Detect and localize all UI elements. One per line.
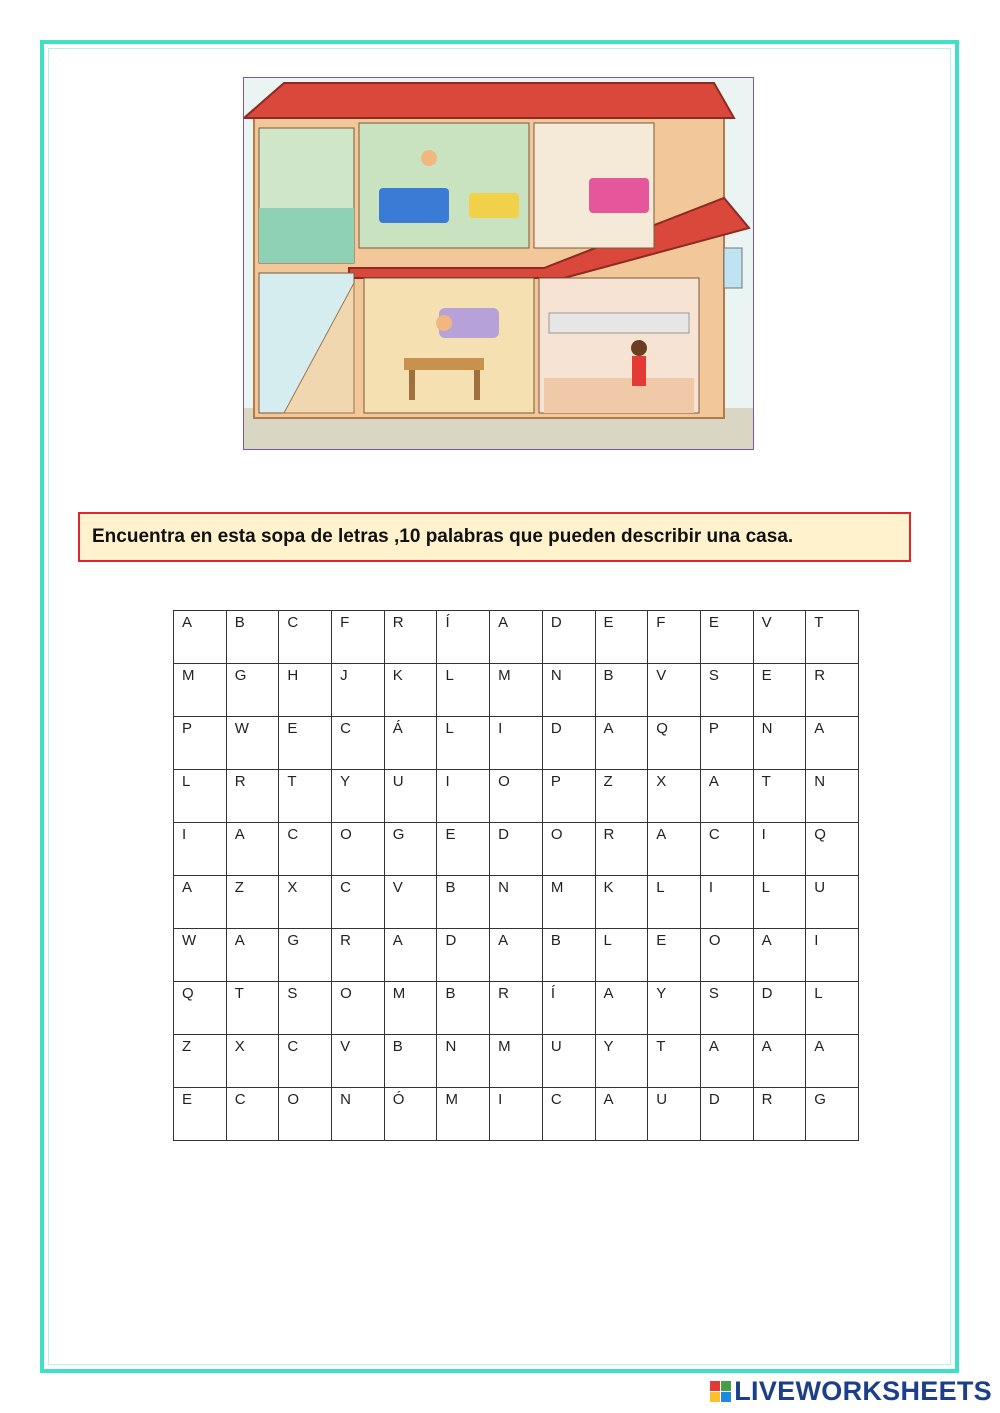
grid-cell[interactable]: E	[595, 611, 648, 664]
grid-cell[interactable]: R	[806, 664, 859, 717]
grid-cell[interactable]: Y	[648, 982, 701, 1035]
grid-cell[interactable]: R	[384, 611, 437, 664]
grid-row	[174, 982, 859, 1035]
grid-cell[interactable]: Z	[174, 1035, 227, 1088]
grid-cell[interactable]: I	[490, 1088, 543, 1141]
grid-cell[interactable]: E	[648, 929, 701, 982]
grid-cell[interactable]: A	[490, 611, 543, 664]
grid-cell[interactable]: C	[279, 1035, 332, 1088]
grid-cell[interactable]: Y	[332, 770, 385, 823]
instruction-box	[78, 512, 911, 562]
grid-cell[interactable]: C	[279, 611, 332, 664]
grid-cell[interactable]: O	[542, 823, 595, 876]
grid-cell[interactable]: K	[384, 664, 437, 717]
grid-cell[interactable]: G	[384, 823, 437, 876]
grid-cell[interactable]: Y	[595, 1035, 648, 1088]
grid-cell[interactable]: N	[437, 1035, 490, 1088]
grid-cell[interactable]: A	[226, 823, 279, 876]
grid-cell[interactable]: S	[700, 664, 753, 717]
grid-cell[interactable]: D	[700, 1088, 753, 1141]
grid-cell[interactable]: C	[332, 717, 385, 770]
grid-cell[interactable]: Q	[806, 823, 859, 876]
grid-cell[interactable]: Z	[226, 876, 279, 929]
grid-cell[interactable]: D	[542, 611, 595, 664]
grid-cell[interactable]: B	[595, 664, 648, 717]
grid-cell[interactable]: N	[753, 717, 806, 770]
grid-cell[interactable]: R	[226, 770, 279, 823]
grid-cell[interactable]: C	[279, 823, 332, 876]
grid-cell[interactable]: L	[753, 876, 806, 929]
grid-cell[interactable]: Í	[542, 982, 595, 1035]
grid-cell[interactable]: A	[806, 1035, 859, 1088]
grid-row	[174, 717, 859, 770]
grid-cell[interactable]: D	[753, 982, 806, 1035]
grid-cell[interactable]: W	[174, 929, 227, 982]
grid-cell[interactable]: L	[437, 664, 490, 717]
grid-cell[interactable]: V	[384, 876, 437, 929]
grid-row	[174, 611, 859, 664]
grid-cell[interactable]: A	[174, 611, 227, 664]
grid-cell[interactable]: H	[279, 664, 332, 717]
grid-cell[interactable]: I	[806, 929, 859, 982]
grid-cell[interactable]: G	[226, 664, 279, 717]
grid-cell[interactable]: M	[384, 982, 437, 1035]
grid-cell[interactable]: C	[700, 823, 753, 876]
grid-cell[interactable]: G	[279, 929, 332, 982]
grid-cell[interactable]: L	[595, 929, 648, 982]
grid-cell[interactable]: F	[648, 611, 701, 664]
grid-cell[interactable]: U	[384, 770, 437, 823]
grid-cell[interactable]: A	[753, 929, 806, 982]
grid-cell[interactable]: J	[332, 664, 385, 717]
grid-cell[interactable]: U	[806, 876, 859, 929]
grid-cell[interactable]: U	[648, 1088, 701, 1141]
grid-cell[interactable]: A	[753, 1035, 806, 1088]
brand-logo-square	[710, 1381, 720, 1391]
grid-cell[interactable]: E	[753, 664, 806, 717]
brand-logo-square	[710, 1392, 720, 1402]
grid-cell[interactable]: A	[226, 929, 279, 982]
grid-cell[interactable]: B	[542, 929, 595, 982]
grid-cell[interactable]: K	[595, 876, 648, 929]
brand-name: LIVEWORKSHEETS	[734, 1376, 992, 1406]
grid-cell[interactable]: P	[700, 717, 753, 770]
grid-cell[interactable]: I	[753, 823, 806, 876]
grid-cell[interactable]: M	[542, 876, 595, 929]
grid-cell[interactable]: Z	[595, 770, 648, 823]
grid-cell[interactable]: S	[279, 982, 332, 1035]
grid-cell[interactable]: A	[174, 876, 227, 929]
grid-cell[interactable]: D	[437, 929, 490, 982]
grid-cell[interactable]: M	[437, 1088, 490, 1141]
grid-cell[interactable]: C	[542, 1088, 595, 1141]
grid-cell[interactable]: Í	[437, 611, 490, 664]
grid-row	[174, 1088, 859, 1141]
grid-cell[interactable]: Á	[384, 717, 437, 770]
grid-cell[interactable]: B	[437, 982, 490, 1035]
grid-cell[interactable]: I	[437, 770, 490, 823]
grid-cell[interactable]: R	[595, 823, 648, 876]
grid-cell[interactable]: M	[174, 664, 227, 717]
house-drawing	[244, 78, 753, 449]
grid-cell[interactable]: E	[437, 823, 490, 876]
grid-cell[interactable]: D	[542, 717, 595, 770]
grid-cell[interactable]: A	[595, 982, 648, 1035]
grid-cell[interactable]: V	[648, 664, 701, 717]
grid-cell[interactable]: I	[174, 823, 227, 876]
grid-cell[interactable]: I	[700, 876, 753, 929]
grid-cell[interactable]: X	[279, 876, 332, 929]
grid-cell[interactable]: G	[806, 1088, 859, 1141]
grid-cell[interactable]: L	[174, 770, 227, 823]
grid-cell[interactable]: T	[226, 982, 279, 1035]
grid-cell[interactable]: V	[753, 611, 806, 664]
grid-cell[interactable]: N	[490, 876, 543, 929]
grid-cell[interactable]: O	[279, 1088, 332, 1141]
grid-cell[interactable]: T	[753, 770, 806, 823]
grid-cell[interactable]: A	[595, 717, 648, 770]
grid-cell[interactable]: A	[700, 1035, 753, 1088]
brand-logo-square	[721, 1381, 731, 1391]
grid-cell[interactable]: D	[490, 823, 543, 876]
grid-cell[interactable]: C	[226, 1088, 279, 1141]
grid-cell[interactable]: A	[806, 717, 859, 770]
word-search-grid	[173, 610, 859, 1141]
grid-row	[174, 664, 859, 717]
grid-row	[174, 876, 859, 929]
grid-cell[interactable]: A	[648, 823, 701, 876]
grid-cell[interactable]: A	[700, 770, 753, 823]
grid-cell[interactable]: P	[174, 717, 227, 770]
grid-cell[interactable]: B	[437, 876, 490, 929]
grid-row	[174, 770, 859, 823]
grid-cell[interactable]: T	[806, 611, 859, 664]
grid-cell[interactable]: R	[753, 1088, 806, 1141]
grid-cell[interactable]: A	[490, 929, 543, 982]
grid-row	[174, 929, 859, 982]
grid-cell[interactable]: Q	[174, 982, 227, 1035]
grid-cell[interactable]: A	[384, 929, 437, 982]
grid-cell[interactable]: B	[226, 611, 279, 664]
brand-logo-square	[721, 1392, 731, 1402]
grid-cell[interactable]: S	[700, 982, 753, 1035]
grid-cell[interactable]: Ó	[384, 1088, 437, 1141]
grid-row	[174, 823, 859, 876]
grid-cell[interactable]: W	[226, 717, 279, 770]
grid-cell[interactable]: O	[332, 982, 385, 1035]
grid-cell[interactable]: L	[437, 717, 490, 770]
grid-cell[interactable]: U	[542, 1035, 595, 1088]
grid-cell[interactable]: O	[490, 770, 543, 823]
grid-cell[interactable]: P	[542, 770, 595, 823]
grid-cell[interactable]: T	[279, 770, 332, 823]
grid-cell[interactable]: N	[542, 664, 595, 717]
grid-cell[interactable]: F	[332, 611, 385, 664]
liveworksheets-brand	[710, 1376, 992, 1407]
grid-cell[interactable]: R	[490, 982, 543, 1035]
grid-cell[interactable]: A	[595, 1088, 648, 1141]
grid-cell[interactable]: X	[648, 770, 701, 823]
grid-cell[interactable]: T	[648, 1035, 701, 1088]
grid-cell[interactable]: N	[332, 1088, 385, 1141]
grid-cell[interactable]: L	[806, 982, 859, 1035]
grid-cell[interactable]: E	[700, 611, 753, 664]
grid-cell[interactable]: M	[490, 664, 543, 717]
house-illustration	[243, 77, 754, 450]
grid-cell[interactable]: I	[490, 717, 543, 770]
grid-cell[interactable]: O	[332, 823, 385, 876]
grid-cell[interactable]: E	[279, 717, 332, 770]
grid-cell[interactable]: N	[806, 770, 859, 823]
grid-cell[interactable]: M	[490, 1035, 543, 1088]
instruction-text: Encuentra en esta sopa de letras ,10 palabras que pueden describir una casa.	[92, 526, 794, 547]
grid-cell[interactable]: L	[648, 876, 701, 929]
grid-cell[interactable]: C	[332, 876, 385, 929]
grid-cell[interactable]: R	[332, 929, 385, 982]
grid-cell[interactable]: O	[700, 929, 753, 982]
grid-cell[interactable]: B	[384, 1035, 437, 1088]
grid-cell[interactable]: E	[174, 1088, 227, 1141]
grid-row	[174, 1035, 859, 1088]
grid-cell[interactable]: Q	[648, 717, 701, 770]
grid-cell[interactable]: V	[332, 1035, 385, 1088]
grid-cell[interactable]: X	[226, 1035, 279, 1088]
brand-logo-icon	[710, 1381, 731, 1402]
